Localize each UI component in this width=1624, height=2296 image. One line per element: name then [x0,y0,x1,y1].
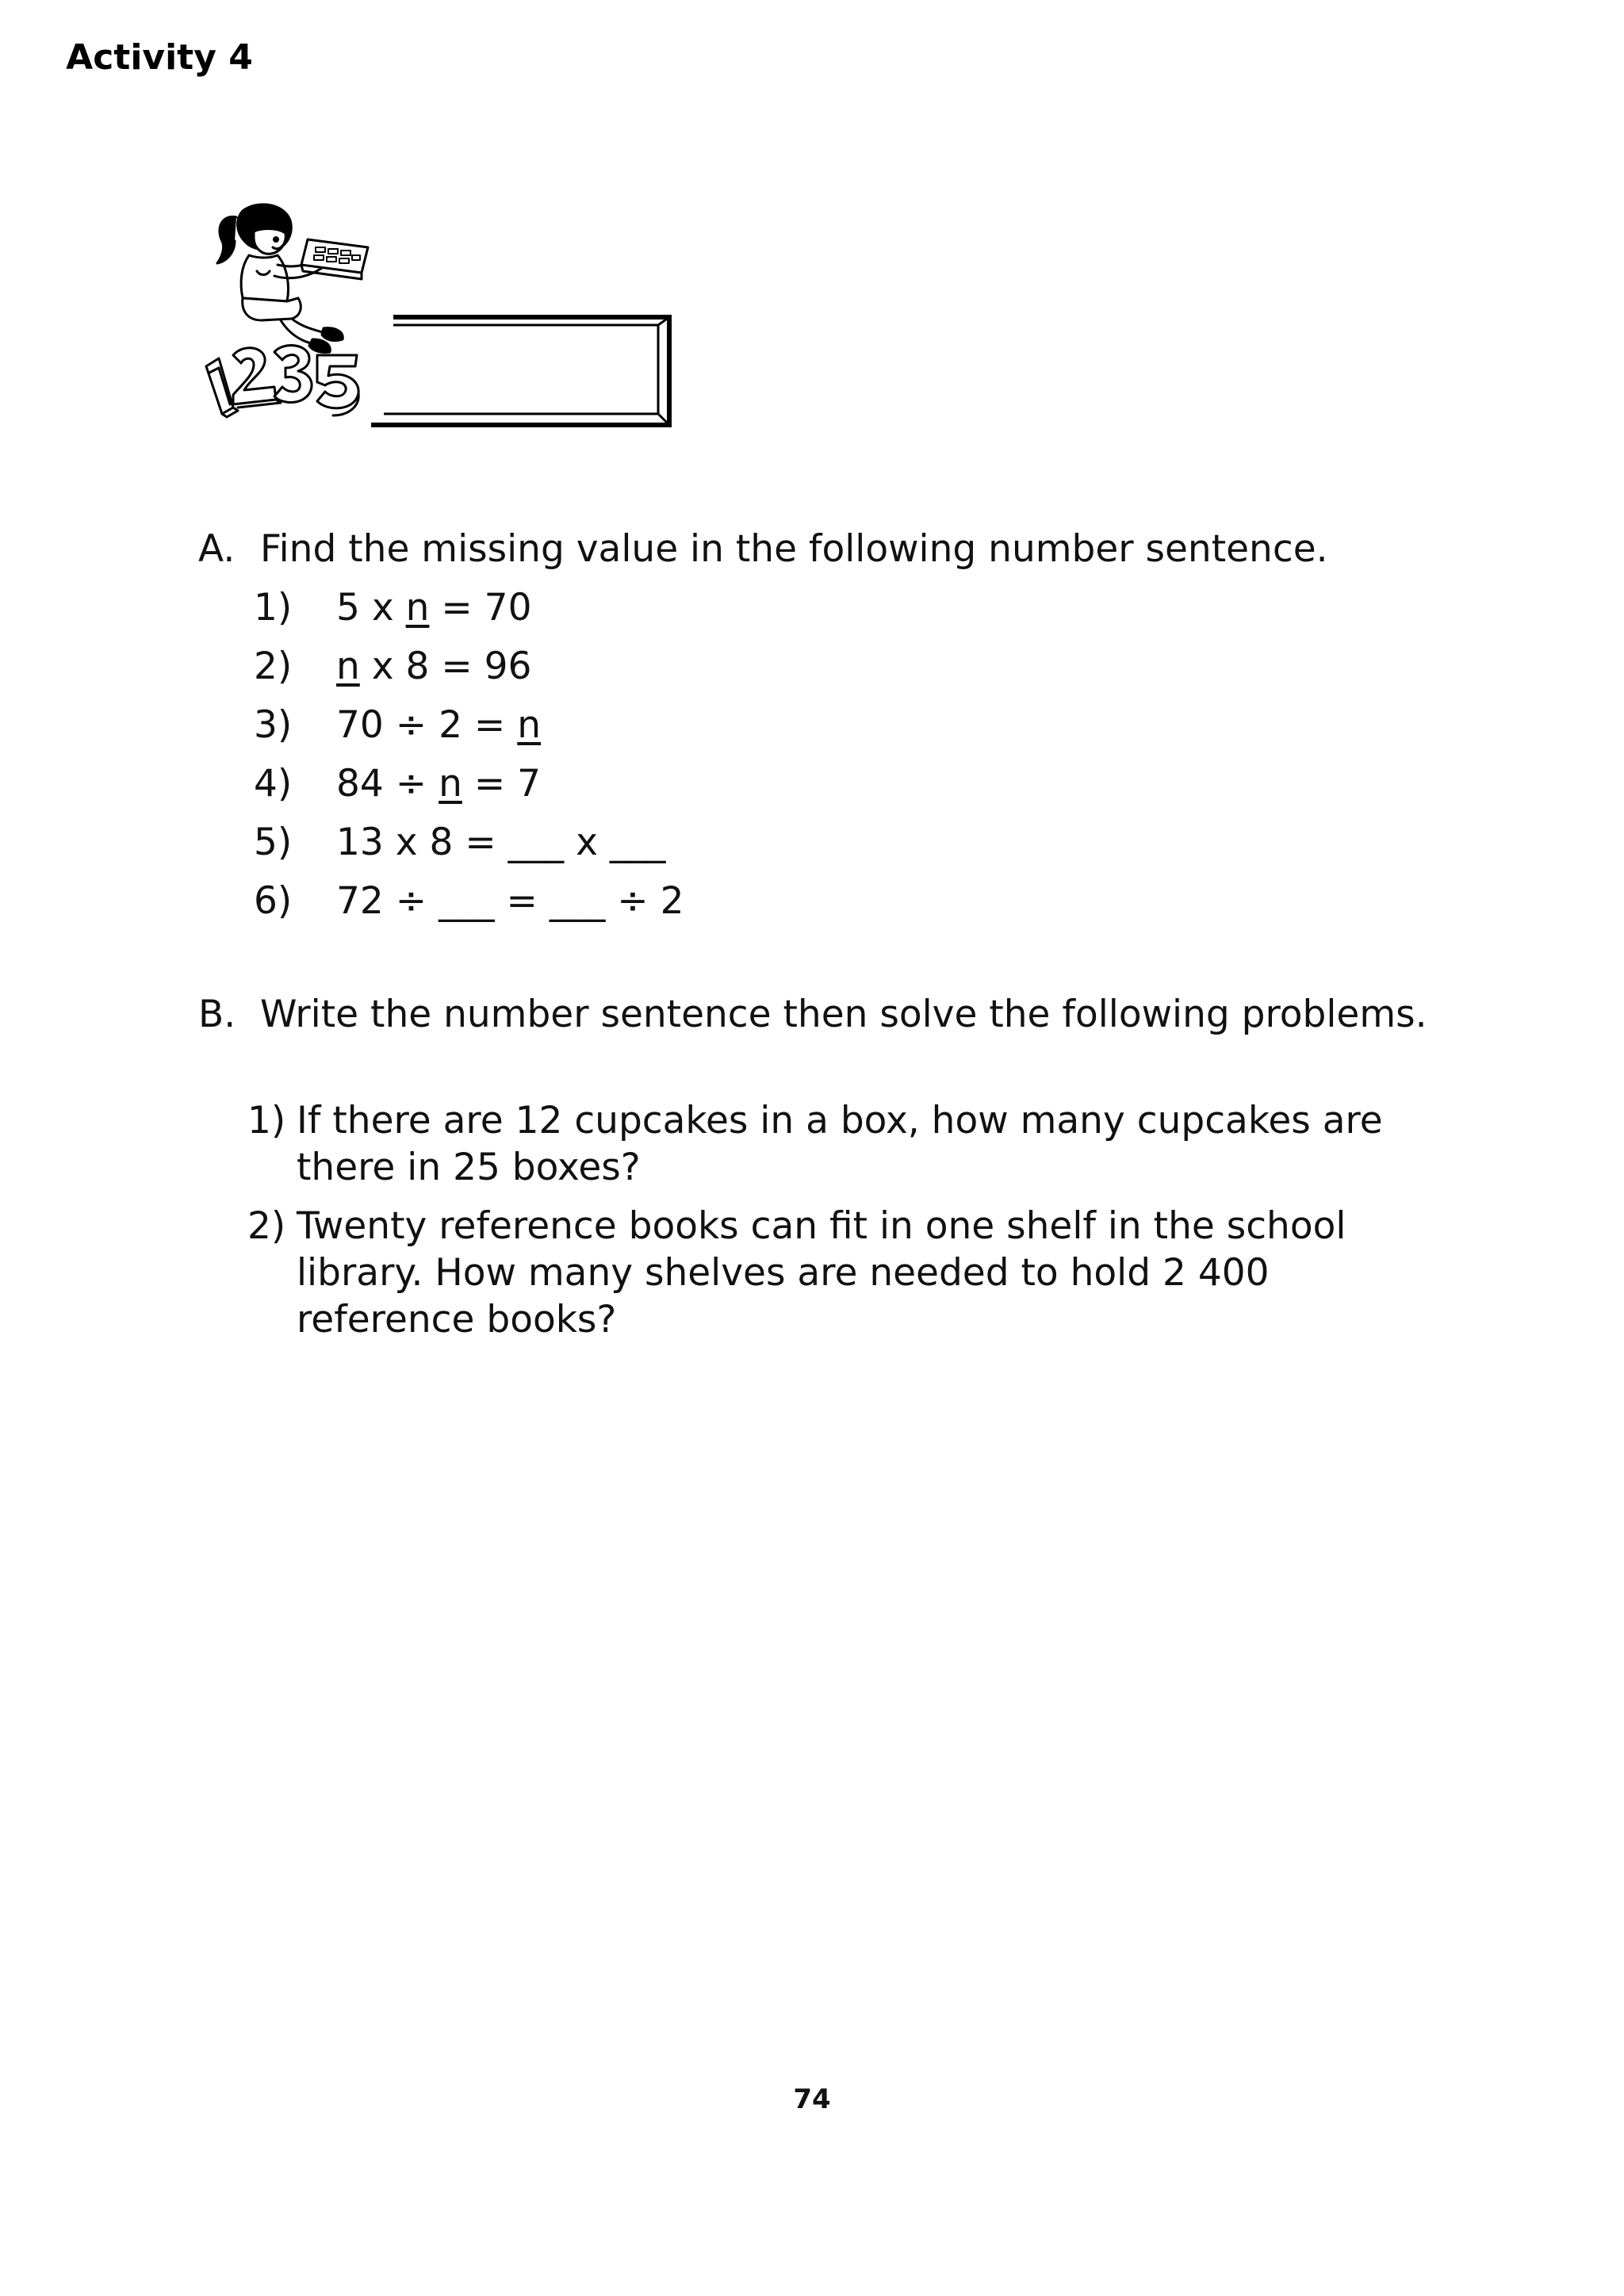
equation-number: 3) [254,703,293,747]
section-a-letter: A. [198,527,236,571]
equation-text: 5 x [336,586,406,629]
equation-variable: n [439,762,462,806]
section-a-instruction: Find the missing value in the following number sentence. [260,527,1328,571]
equation-text: 72 ÷ ___ = ___ ÷ 2 [336,879,684,923]
equation-variable: n [405,586,430,629]
section-b-letter: B. [198,993,236,1036]
word-problem [247,1097,1437,1191]
equation-variable: n [517,703,542,747]
page-number: 74 [793,2084,831,2115]
problem-text: If there are 12 cupcakes in a box, how many cupcakes are there in 25 boxes? [297,1099,1383,1189]
equation-text: = 70 [429,586,532,629]
equation-text: 13 x 8 = ___ x ___ [336,821,666,864]
problem-number: 2) [247,1204,286,1248]
equation-item [254,584,531,632]
equation-text: = 7 [462,762,542,806]
girl-with-calculator-icon [198,200,396,430]
equation-item [254,819,665,867]
equation-text: x 8 = 96 [359,645,532,688]
problem-text: Twenty reference books can fit in one shelf in the school library. How many shelves are needed to hold 2 400 reference books? [297,1204,1346,1341]
problem-number: 1) [247,1099,286,1142]
equation-variable: n [336,645,360,688]
equation-number: 6) [254,879,293,923]
word-problem [247,1203,1437,1343]
equation-text: 70 ÷ 2 = [336,703,518,747]
section-b-heading [198,991,1427,1039]
equation-number: 2) [254,645,293,688]
section-b-instruction: Write the number sentence then solve the following problems. [260,993,1427,1036]
section-a-heading [198,526,1328,573]
equation-number: 5) [254,821,293,864]
equation-item [254,643,531,691]
equation-item [254,702,541,749]
equation-item [254,878,684,925]
equation-item [254,760,541,808]
activity-title: Activity 4 [66,36,253,78]
activity-title-frame [370,314,672,428]
equation-number: 4) [254,762,293,806]
equation-number: 1) [254,586,293,629]
equation-text: 84 ÷ [336,762,439,806]
